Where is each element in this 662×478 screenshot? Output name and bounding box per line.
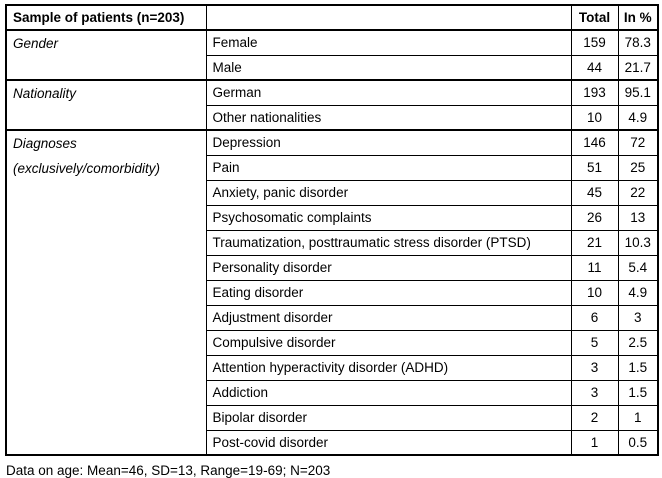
item-cell: Female xyxy=(206,30,571,55)
item-cell: Post-covid disorder xyxy=(206,430,571,455)
item-cell: Psychosomatic complaints xyxy=(206,205,571,230)
total-cell: 2 xyxy=(571,405,618,430)
item-cell: Anxiety, panic disorder xyxy=(206,180,571,205)
item-cell: Pain xyxy=(206,155,571,180)
item-cell: Compulsive disorder xyxy=(206,330,571,355)
table-row xyxy=(6,80,658,105)
header-total-cell: Total xyxy=(571,5,618,30)
category-cell-nationality: Nationality xyxy=(6,80,206,130)
percent-cell: 25 xyxy=(618,155,658,180)
percent-cell: 1.5 xyxy=(618,355,658,380)
percent-cell: 1.5 xyxy=(618,380,658,405)
item-cell: Personality disorder xyxy=(206,255,571,280)
total-cell: 44 xyxy=(571,55,618,80)
total-cell: 10 xyxy=(571,105,618,130)
total-cell: 6 xyxy=(571,305,618,330)
total-cell: 193 xyxy=(571,80,618,105)
total-cell: 10 xyxy=(571,280,618,305)
total-cell: 26 xyxy=(571,205,618,230)
total-cell: 5 xyxy=(571,330,618,355)
total-cell: 11 xyxy=(571,255,618,280)
percent-cell: 10.3 xyxy=(618,230,658,255)
category-cell-diagnoses: Diagnoses (exclusively/comorbidity) xyxy=(6,130,206,455)
percent-cell: 78.3 xyxy=(618,30,658,55)
total-cell: 1 xyxy=(571,430,618,455)
percent-cell: 5.4 xyxy=(618,255,658,280)
percent-cell: 72 xyxy=(618,130,658,155)
percent-cell: 0.5 xyxy=(618,430,658,455)
percent-cell: 4.9 xyxy=(618,105,658,130)
item-cell: Bipolar disorder xyxy=(206,405,571,430)
total-cell: 146 xyxy=(571,130,618,155)
header-spacer-cell xyxy=(206,5,571,30)
total-cell: 45 xyxy=(571,180,618,205)
total-cell: 159 xyxy=(571,30,618,55)
table-row xyxy=(6,130,658,155)
percent-cell: 22 xyxy=(618,180,658,205)
item-cell: Other nationalities xyxy=(206,105,571,130)
percent-cell: 21.7 xyxy=(618,55,658,80)
percent-cell: 3 xyxy=(618,305,658,330)
item-cell: Depression xyxy=(206,130,571,155)
item-cell: Eating disorder xyxy=(206,280,571,305)
item-cell: Traumatization, posttraumatic stress disorder (PTSD) xyxy=(206,230,571,255)
percent-cell: 1 xyxy=(618,405,658,430)
total-cell: 21 xyxy=(571,230,618,255)
total-cell: 3 xyxy=(571,380,618,405)
percent-cell: 4.9 xyxy=(618,280,658,305)
item-cell: Adjustment disorder xyxy=(206,305,571,330)
header-percent-cell: In % xyxy=(618,5,658,30)
total-cell: 3 xyxy=(571,355,618,380)
item-cell: German xyxy=(206,80,571,105)
item-cell: Addiction xyxy=(206,380,571,405)
item-cell: Male xyxy=(206,55,571,80)
percent-cell: 13 xyxy=(618,205,658,230)
table-header-row xyxy=(6,5,658,30)
total-cell: 51 xyxy=(571,155,618,180)
percent-cell: 2.5 xyxy=(618,330,658,355)
category-cell-gender: Gender xyxy=(6,30,206,80)
item-cell: Attention hyperactivity disorder (ADHD) xyxy=(206,355,571,380)
table-title-cell: Sample of patients (n=203) xyxy=(6,5,206,30)
percent-cell: 95.1 xyxy=(618,80,658,105)
table-row xyxy=(6,30,658,55)
age-footnote: Data on age: Mean=46, SD=13, Range=19-69; N=203 xyxy=(6,463,331,478)
patients-table xyxy=(5,4,659,456)
